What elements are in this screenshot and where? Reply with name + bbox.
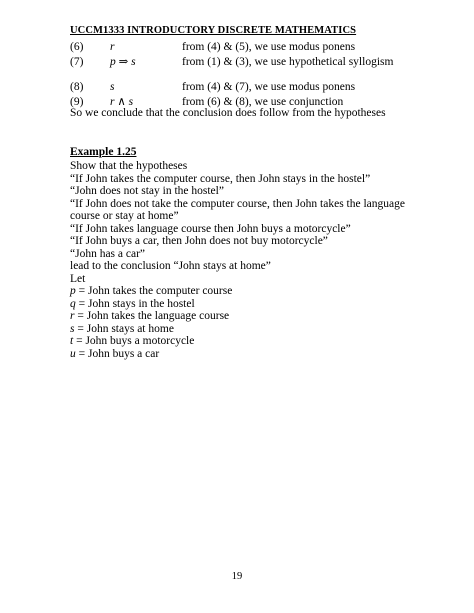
let-label: Let	[70, 272, 86, 285]
hypothesis-line: “If John takes language course then John buys a motorcycle”	[70, 222, 351, 235]
variable-meaning: = John buys a motorcycle	[73, 335, 195, 347]
example-title: Example 1.25	[70, 146, 137, 158]
proof-step	[70, 55, 400, 70]
proof-steps	[70, 40, 400, 110]
hypothesis-line: “If John takes the computer course, then John stays in the hostel”	[70, 172, 371, 185]
step-reason: from (6) & (8), we use conjunction	[182, 96, 344, 108]
example-body	[70, 160, 415, 360]
variable-definition	[70, 323, 415, 336]
variable-meaning: = John stays in the hostel	[75, 297, 195, 310]
variable-definition	[70, 285, 415, 298]
conclusion-statement: lead to the conclusion “John stays at home”	[70, 260, 271, 272]
hypothesis-line: “John has a car”	[70, 247, 146, 260]
variable-symbol: t	[70, 335, 74, 347]
proof-conclusion: So we conclude that the conclusion does follow from the hypotheses	[70, 107, 386, 119]
variable-symbol: r	[70, 310, 75, 322]
hypothesis-line: course or stay at home”	[70, 210, 179, 222]
step-reason: from (4) & (7), we use modus ponens	[182, 81, 356, 93]
step-number: (8)	[70, 81, 84, 93]
hypothesis-line: “If John buys a car, then John does not buy motorcycle”	[70, 235, 328, 247]
page-number: 19	[231, 571, 243, 582]
variable-symbol: p	[70, 285, 76, 297]
variable-meaning: = John takes the computer course	[75, 285, 233, 297]
variable-symbol: q	[70, 297, 76, 310]
step-reason: from (4) & (5), we use modus ponens	[182, 41, 356, 53]
variable-definition	[70, 298, 415, 311]
course-header: UCCM1333 INTRODUCTORY DISCRETE MATHEMATICS	[70, 25, 357, 36]
step-formula: r ∧ s	[110, 96, 134, 108]
variable-meaning: = John stays at home	[74, 322, 174, 335]
variable-definition	[70, 310, 415, 323]
variable-definition	[70, 335, 415, 348]
variable-symbol: s	[70, 322, 75, 335]
proof-step	[70, 40, 400, 55]
example-intro: Show that the hypotheses	[70, 160, 188, 172]
variable-meaning: = John buys a car	[75, 347, 160, 360]
hypothesis-line: “If John does not take the computer course, then John takes the language	[70, 197, 405, 210]
step-number: (6)	[70, 41, 84, 53]
step-formula: r	[110, 41, 115, 53]
hypothesis-line: “John does not stay in the hostel”	[70, 185, 224, 197]
step-formula: s	[110, 81, 115, 93]
step-number: (9)	[70, 96, 84, 108]
step-number: (7)	[70, 56, 84, 68]
variable-meaning: = John takes the language course	[74, 310, 230, 322]
step-formula: p ⇒ s	[110, 56, 136, 68]
variable-definition	[70, 348, 415, 361]
proof-step	[70, 80, 400, 95]
variable-symbol: u	[70, 347, 76, 360]
step-reason: from (1) & (3), we use hypothetical syllogism	[182, 56, 394, 68]
